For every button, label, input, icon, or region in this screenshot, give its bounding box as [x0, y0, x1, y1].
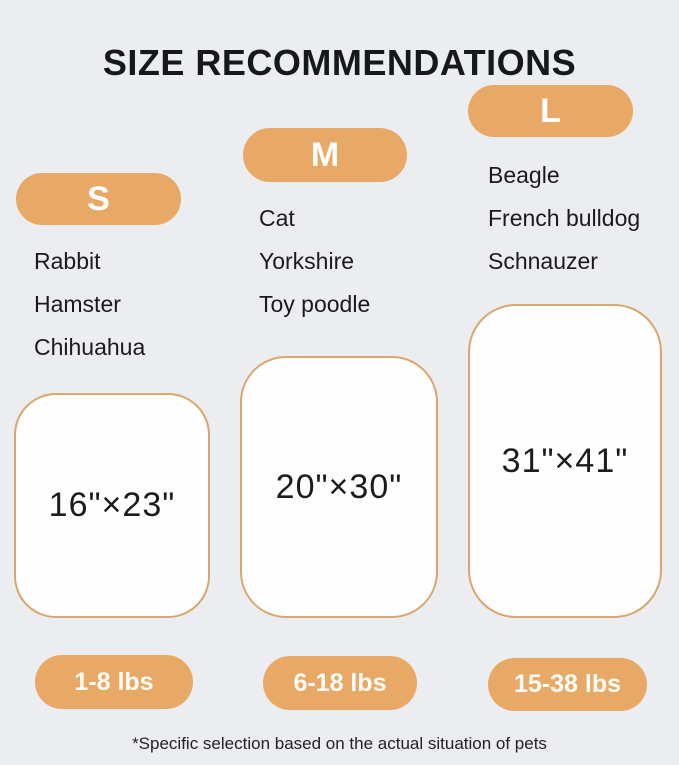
bed-outline-s — [14, 393, 210, 618]
size-badge-m: M — [243, 128, 407, 182]
pet-item: Yorkshire — [259, 248, 355, 274]
bed-dimensions-m: 20"×30" — [275, 467, 403, 506]
page-title: SIZE RECOMMENDATIONS — [102, 42, 577, 84]
pet-item: Toy poodle — [259, 291, 371, 317]
pet-item: Hamster — [34, 291, 121, 317]
pet-item: Chihuahua — [34, 334, 146, 360]
size-badge-s: S — [16, 173, 181, 225]
bed-dimensions-l: 31"×41" — [501, 441, 629, 480]
pet-item: Beagle — [488, 162, 560, 188]
size-badge-l: L — [468, 85, 633, 137]
weight-badge-l: 15-38 lbs — [488, 658, 647, 711]
footnote: *Specific selection based on the actual situation of pets — [132, 734, 547, 753]
pet-item: French bulldog — [488, 205, 641, 231]
pet-item: Cat — [259, 205, 295, 231]
pet-list-s — [34, 249, 145, 378]
pet-item: Rabbit — [34, 248, 101, 274]
pet-list-l — [488, 163, 640, 292]
bed-outline-m — [240, 356, 438, 618]
pet-list-m — [259, 206, 370, 335]
bed-outline-l — [468, 304, 662, 618]
weight-badge-s: 1-8 lbs — [35, 655, 193, 709]
bed-dimensions-s: 16"×23" — [48, 486, 176, 524]
weight-badge-m: 6-18 lbs — [263, 656, 417, 710]
pet-item: Schnauzer — [488, 248, 598, 274]
